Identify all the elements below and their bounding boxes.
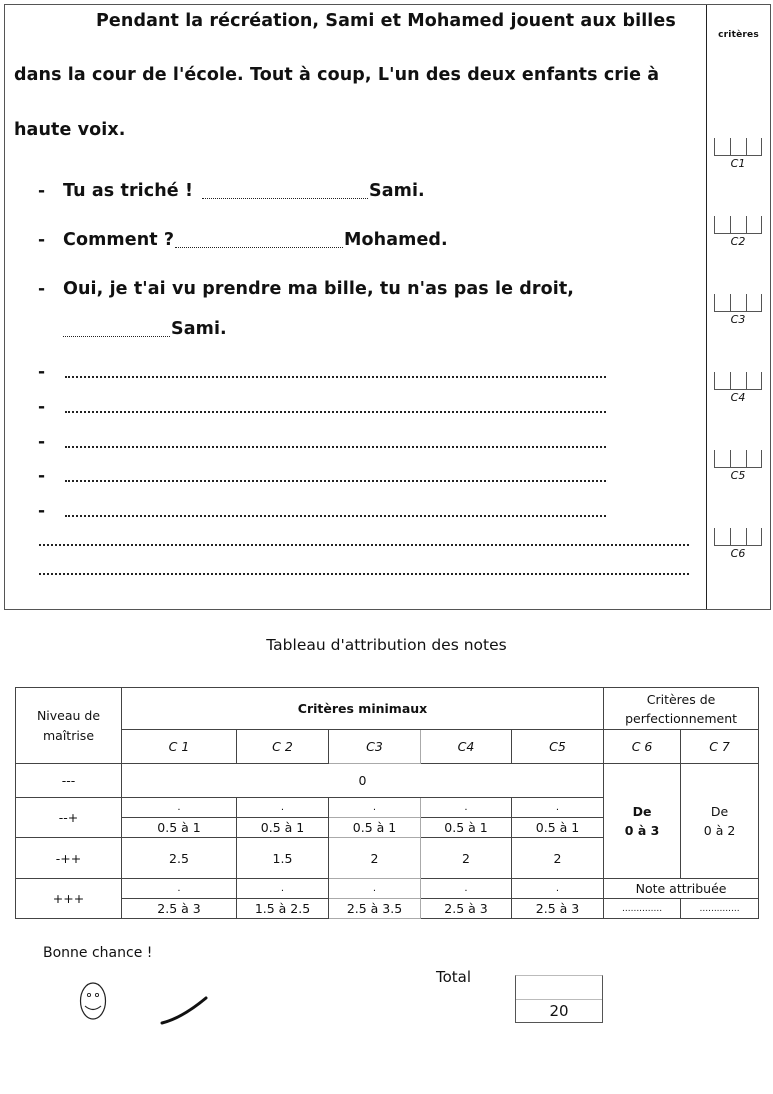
merged-zero-cell: 0: [122, 764, 604, 798]
c6-range-cell: [604, 764, 681, 879]
intro-line-2: dans la cour de l'école. Tout à coup, L'un des deux enfants crie à: [14, 65, 660, 85]
col-header-c3: C3: [329, 730, 421, 764]
col-header-c4: C4: [421, 730, 512, 764]
blank-answer-line-2[interactable]: [65, 411, 606, 413]
value-cell: 2.5: [122, 838, 237, 879]
exercise-box: [4, 4, 771, 610]
dialogue-line-1-text: Tu as triché !: [63, 181, 194, 201]
c7-range-cell: [681, 764, 759, 879]
blank-answer-line-4[interactable]: [65, 480, 606, 482]
criterion-label: C5: [730, 469, 746, 482]
value-cell: 2: [421, 838, 512, 879]
dialogue-dash: -: [38, 230, 46, 250]
criterion-label: C4: [730, 391, 746, 404]
col-header-c1: C 1: [122, 730, 237, 764]
criterion-c5: [714, 450, 762, 480]
range-cell: 2.5 à 3: [122, 899, 237, 919]
value-cell: 2: [329, 838, 421, 879]
range-cell: 0.5 à 1: [122, 818, 237, 838]
dialogue-line-1-speaker: Sami.: [369, 181, 425, 201]
dialogue-line-3-text: Oui, je t'ai vu prendre ma bille, tu n'as pas le droit,: [63, 279, 575, 299]
blank-line-dash: -: [38, 397, 46, 417]
blank-full-line-1[interactable]: [39, 544, 689, 546]
col-header-c6: C 6: [604, 730, 681, 764]
level-header: Niveau de maîtrise: [16, 688, 122, 764]
level-cell: ---: [16, 764, 122, 798]
blank-answer-line-3[interactable]: [65, 446, 606, 448]
dot-cell: .: [122, 879, 237, 899]
intro-line-3: haute voix.: [14, 120, 126, 140]
intro-line-1: Pendant la récréation, Sami et Mohamed jouent aux billes: [96, 11, 676, 31]
dot-cell: .: [237, 798, 329, 818]
blank-line-dash: -: [38, 432, 46, 452]
col-header-c5: C5: [512, 730, 604, 764]
dialogue-line-4-speaker: Sami.: [171, 319, 227, 339]
dot-cell: .: [329, 879, 421, 899]
grading-table-title: Tableau d'attribution des notes: [266, 636, 507, 654]
total-max: 20: [549, 1002, 569, 1020]
c7-range-line1: De: [710, 804, 729, 819]
perf-criteria-header: Critères de perfectionnement: [604, 688, 759, 730]
criterion-c6: [714, 528, 762, 558]
value-cell: 1.5: [237, 838, 329, 879]
note-attribuee-label: Note attribuée: [604, 879, 759, 899]
criterion-label: C3: [730, 313, 746, 326]
blank-line-dash: -: [38, 466, 46, 486]
dot-cell: .: [512, 798, 604, 818]
dot-cell: .: [512, 879, 604, 899]
criterion-c1: [714, 138, 762, 168]
col-header-c2: C 2: [237, 730, 329, 764]
criteria-title: critères: [718, 30, 759, 40]
dot-cell: .: [421, 879, 512, 899]
level-cell: --+: [16, 798, 122, 838]
dot-cell: .: [329, 798, 421, 818]
range-cell: 2.5 à 3: [512, 899, 604, 919]
range-cell: 0.5 à 1: [421, 818, 512, 838]
c6-range-line2: 0 à 3: [624, 823, 660, 838]
dialogue-line-2-speaker: Mohamed.: [344, 230, 448, 250]
criterion-label: C6: [730, 547, 746, 560]
blank-answer-line-1[interactable]: [65, 376, 606, 378]
range-cell: 0.5 à 1: [512, 818, 604, 838]
smiley-icon: [74, 981, 114, 1027]
col-header-c7: C 7: [681, 730, 759, 764]
range-cell: 2.5 à 3: [421, 899, 512, 919]
criterion-label: C2: [730, 235, 746, 248]
level-cell: -++: [16, 838, 122, 879]
total-score-field[interactable]: [516, 978, 602, 998]
blank-line-dash: -: [38, 362, 46, 382]
score-boxes[interactable]: [714, 450, 762, 468]
good-luck-text: Bonne chance !: [43, 945, 153, 961]
criteria-sidebar: [706, 5, 770, 609]
dialogue-dash: -: [38, 279, 46, 299]
criterion-c2: [714, 216, 762, 246]
min-criteria-header: Critères minimaux: [122, 688, 604, 730]
criterion-label: C1: [730, 157, 746, 170]
dialogue-line-4-blank[interactable]: [63, 336, 170, 337]
dialogue-line-2-text: Comment ?: [63, 230, 175, 250]
dot-cell: .: [237, 879, 329, 899]
score-boxes[interactable]: [714, 372, 762, 390]
score-boxes[interactable]: [714, 216, 762, 234]
note-c6-field[interactable]: ..............: [604, 899, 681, 919]
grading-table: [15, 687, 759, 919]
score-boxes[interactable]: [714, 294, 762, 312]
blank-full-line-2[interactable]: [39, 573, 689, 575]
range-cell: 1.5 à 2.5: [237, 899, 329, 919]
range-cell: 0.5 à 1: [329, 818, 421, 838]
note-c7-field[interactable]: ..............: [681, 899, 759, 919]
dialogue-dash: -: [38, 181, 46, 201]
dot-cell: .: [421, 798, 512, 818]
blank-answer-line-5[interactable]: [65, 515, 606, 517]
total-score-box: [515, 975, 603, 1023]
score-boxes[interactable]: [714, 138, 762, 156]
c7-range-line2: 0 à 2: [703, 823, 736, 838]
dialogue-line-2-blank[interactable]: [175, 247, 343, 248]
total-label: Total: [436, 968, 472, 986]
c6-range-line1: De: [632, 804, 652, 819]
blank-line-dash: -: [38, 501, 46, 521]
range-cell: 0.5 à 1: [237, 818, 329, 838]
score-boxes[interactable]: [714, 528, 762, 546]
total-divider: [516, 999, 602, 1000]
dialogue-line-1-blank[interactable]: [202, 198, 368, 199]
level-cell: +++: [16, 879, 122, 919]
pen-stroke-icon: [160, 996, 210, 1030]
criterion-c3: [714, 294, 762, 324]
value-cell: 2: [512, 838, 604, 879]
criterion-c4: [714, 372, 762, 402]
dot-cell: .: [122, 798, 237, 818]
range-cell: 2.5 à 3.5: [329, 899, 421, 919]
